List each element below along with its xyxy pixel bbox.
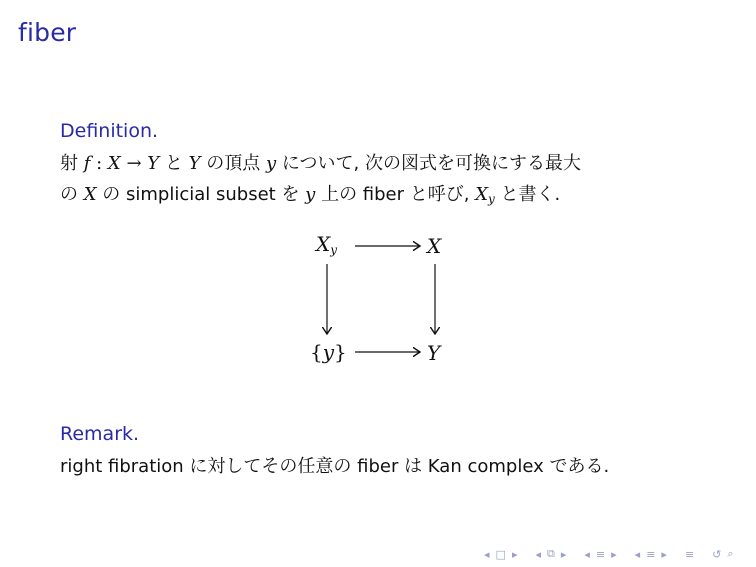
math-X: X xyxy=(83,184,97,205)
definition-line-1 xyxy=(60,149,581,175)
nav-subsection-prev-icon[interactable]: ◂ xyxy=(535,547,541,561)
node-top-left xyxy=(316,232,337,257)
nav-doc-next-icon[interactable]: ▸ xyxy=(661,547,667,561)
frame-title: fiber xyxy=(18,18,77,47)
text-segment: の頂点 xyxy=(200,153,266,174)
nav-toc-icon[interactable]: ≡ xyxy=(684,547,695,561)
nav-section-icon[interactable]: ≡ xyxy=(595,547,606,561)
nav-section-prev-icon[interactable]: ◂ xyxy=(584,547,590,561)
nav-doc-icon[interactable]: ≡ xyxy=(646,547,656,561)
math-y: y xyxy=(305,184,316,205)
node-top-right: X xyxy=(427,234,442,258)
nav-frame-icon[interactable]: □ xyxy=(495,547,506,561)
node-top-left-subscript: y xyxy=(330,243,338,257)
nav-subsection-next-icon[interactable]: ▸ xyxy=(560,547,567,561)
math-y: y xyxy=(265,153,277,174)
text-segment: 上の fiber と呼び, xyxy=(315,184,476,205)
brace-open: { xyxy=(310,340,323,364)
nav-frame-next-icon[interactable]: ▸ xyxy=(511,547,518,561)
remark-line: right fibration に対してその任意の fiber は Kan complex である. xyxy=(60,456,610,477)
text-segment: の xyxy=(60,184,84,205)
nav-section-next-icon[interactable]: ▸ xyxy=(611,547,617,561)
text-segment: と書く. xyxy=(494,184,561,205)
math-f: f xyxy=(83,153,91,174)
nav-doc-prev-icon[interactable]: ◂ xyxy=(634,547,641,561)
definition-line-2 xyxy=(60,180,560,206)
text-segment: と xyxy=(159,153,189,174)
node-bottom-right: Y xyxy=(427,341,441,365)
node-bottom-left xyxy=(310,340,347,364)
definition-title: Definition. xyxy=(60,120,159,142)
math-arrow: → xyxy=(120,153,148,174)
node-bottom-left-var: y xyxy=(322,340,335,364)
math-X: X xyxy=(475,184,489,205)
nav-back-icon[interactable]: ↺ xyxy=(712,547,722,561)
math-colon: : xyxy=(90,153,108,174)
brace-close: } xyxy=(334,340,347,364)
nav-frame-prev-icon[interactable]: ◂ xyxy=(484,547,490,561)
node-top-left-label: X xyxy=(316,232,331,256)
remark-title: Remark. xyxy=(60,423,140,445)
math-Y: Y xyxy=(188,153,201,174)
nav-subsection-icon[interactable]: ⧉ xyxy=(547,547,555,560)
nav-search-icon[interactable]: ⌕ xyxy=(727,547,734,560)
math-X: X xyxy=(107,153,121,174)
text-segment: 射 xyxy=(60,153,84,174)
math-subscript-y: y xyxy=(488,192,495,206)
text-segment: について, 次の図式を可換にする最大 xyxy=(276,153,581,174)
text-segment: の simplicial subset を xyxy=(96,184,306,205)
beamer-navigation-bar xyxy=(484,544,734,564)
math-Y: Y xyxy=(147,153,160,174)
